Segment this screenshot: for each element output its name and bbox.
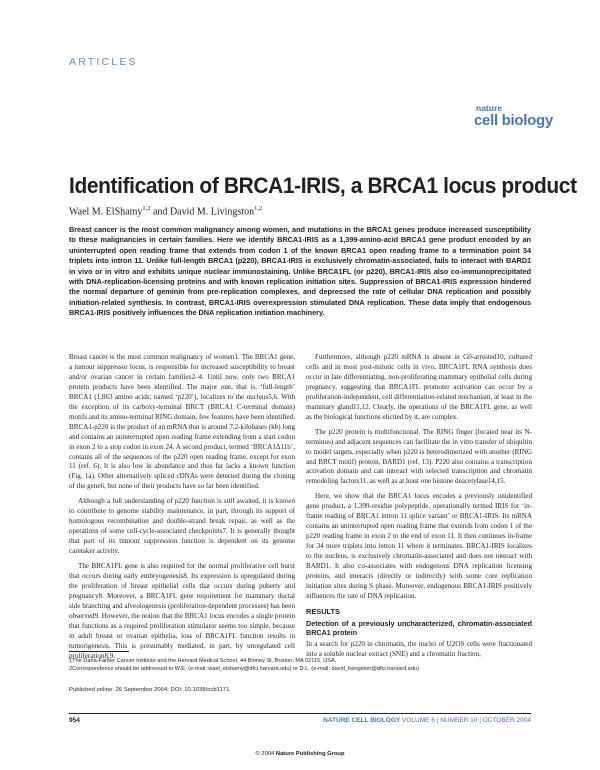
footnote-divider [69, 651, 129, 652]
body-paragraph: Although a full understanding of p220 function is still awaited, it is known to contribute to genome stability maintenance, in part, through its support of homologous recombination and double-strand break repair, as well as the operations of some cell-cycle-associated checkpoints7. It is generally thought that part of its tumour suppression function is dependent on its genome caretaker activity. [69, 497, 295, 556]
body-paragraph: Breast cancer is the most common malignancy of women1. The BRCA1 gene, a tumour suppressor locus, is responsible for increased susceptibility to breast and/or ovarian cancer in certain families2–4. Until now, only two BRCA1 protein products have been identified. The major one, that is, ‘full-length’ BRCA1 (1,863 amino acids; named ‘p220’), localizes to the nucleus5,6. With the exception of its carboxy-terminal BRCT (BRCA1 C-terminal domain) motifs and its amino-terminal RING domain, few features have been identified. BRCA1-p220 is the product of an mRNA that is around 7.2-kilobases (kb) long and contains an uninterrupted open reading frame extending from a start codon in exon 2 to a stop codon in exon 24. A second product, termed ‘BRCA1Δ11b’, contains all of the sequences of the p220 open reading frame, except for exon 11 (ref. 6). It is also low in abundance and thus far lacks a known function (Fig. 1a). Other alternatively spliced cDNAs were detected during the cloning of the gene6, but none of their products have so far been identified. [69, 353, 295, 491]
journal-issue-info [323, 717, 531, 724]
body-column-right [306, 353, 532, 665]
issue-details: VOLUME 6 | NUMBER 10 | OCTOBER 2004 [400, 717, 531, 724]
publication-info: Published online: 26 September 2004; DOI: 10.1038/ncb1171 [69, 687, 230, 693]
journal-logo [474, 104, 553, 128]
results-heading: RESULTS [306, 606, 340, 616]
author-affiliation-sup: 1,2 [142, 205, 151, 212]
results-subheading: Detection of a previously uncharacterized, chromatin-associated BRCA1 protein [306, 618, 532, 638]
affiliation-footnote: 1The Dana-Farber Cancer Institute and the Harvard Medical School, 44 Binney St, Boston, MA 02115, USA. [69, 658, 337, 664]
author-name: Wael M. ElShamy [69, 206, 143, 218]
footer-divider [69, 713, 531, 714]
copyright-notice [0, 751, 600, 757]
abstract: Breast cancer is the most common malignancy among women, and mutations in the BRCA1 genes produce increased susceptibility to these malignancies in certain families. Here we identify BRCA1-IRIS as a 1,399-amino-acid BRCA1 gene product encoded by an uninterrupted open reading frame that extends from codon 1 of the known BRCA1 open reading frame to a termination point 34 triplets into intron 11. Unlike full-length BRCA1 (p220), BRCA1-IRIS is exclusively chromatin-associated, fails to interact with BARD1 in vivo or in vitro and exhibits unique nuclear immunostaining. Unlike BRCA1FL (or p220), BRCA1-IRIS also co-immunoprecipitated with DNA-replication-licensing proteins and with known replication initiation sites. Suppression of BRCA1-IRIS expression hindered the normal departure of geminin from pre-replication complexes, and depressed the rate of cellular DNA replication and possibly initiation-related synthesis. In contrast, BRCA1-IRIS overexpression stimulated DNA replication. These data imply that endogenous BRCA1-IRIS positively influences the DNA replication initiation machinery. [69, 225, 531, 318]
article-title: Identification of BRCA1-IRIS, a BRCA1 locus product [69, 173, 577, 198]
journal-logo-line2: cell biology [474, 111, 553, 129]
publisher-name: Nature Publishing Group [275, 751, 345, 757]
author-affiliation-sup: 1,2 [254, 205, 263, 212]
journal-logo-line1: nature [476, 103, 502, 113]
footnotes [69, 657, 539, 673]
body-paragraph: The p220 protein is multifunctional. The RING finger (located near its N-terminus) and adjacent sequences can facilitate the in vitro transfer of ubiquitin to model targets, especially when p220 is heterodimerized with another (RING and BRCT motif) protein, BARD1 (ref. 13). P220 also contains a transcription activation domain and can interact with selected transcription and chromatin remodeling factors11, as well as at least one histone deacetylase14,15. [306, 427, 532, 486]
body-paragraph: In a search for p220 in chromatin, the nuclei of U2OS cells were fractionated into a soluble nuclear extract (SNE) and a chromatin fraction, [306, 640, 532, 658]
journal-name: NATURE CELL BIOLOGY [323, 717, 401, 724]
body-paragraph: Furthermore, although p220 mRNA is absent in G0-arrested10, cultured cells and in most post-mitotic cells in vivo, BRCA1FL RNA synthesis does occur in late differentiating, non-proliferating mammary epithelial cells during pregnancy, suggesting that BRCA1FL promoter activation can occur by a proliferation-independent, cell differentiation-related mechanism, at least in the mammary gland11,12. Clearly, the operations of the BRCA1FL gene, as well as the biological functions elicited by it, are complex. [306, 353, 532, 421]
author-connector: and [150, 206, 170, 218]
copyright-text: © 2004 [255, 751, 276, 757]
section-label: ARTICLES [69, 56, 138, 68]
author-name: David M. Livingston [169, 206, 255, 218]
correspondence-footnote: 2Correspondence should be addressed to W.E. (e-mail: wael_elshamy@dfci.harvard.edu) or D.L. (e-mail: david_livingston@dfci.harvard.edu) [69, 666, 419, 672]
body-column-left [69, 353, 295, 667]
body-paragraph: Here, we show that the BRCA1 locus encodes a previously unidentified gene product, a 1,399-residue polypeptide, operationally termed IRIS for ‘in-frame reading of BRCA1 intron 11 splice variant’ or BRCA1-IRIS. Its mRNA contains an uninterrupted open reading frame that extends from codon 1 of the p220 reading frame in exon 2 to the end of exon 11. It then continues in-frame for 34 more triplets into intron 11 where it terminates. BRCA1-IRIS localizes to the nucleus, is exclusively chromatin-associated and does not interact with BARD1. It also co-associates with endogenous DNA replication licensing proteins, and interacts (directly or indirectly) with some core replication initiation sites during S phase. Moreover, endogenous BRCA1-IRIS positively influences the rate of DNA replication. [306, 492, 532, 600]
author-list [69, 205, 262, 217]
page-number: 954 [69, 717, 80, 724]
body-paragraph: The BRCA1FL gene is also required for the normal proliferative cell burst that occurs during early embryogenesis8. Its expression is upregulated during the proliferation of breast epithelial cells that occurs during puberty and pregnancy8. Moreover, a BRCA1FL gene requirement for mammary ductal side branching and alveologenesis (proliferation-dependent processes) has been observed9. However, the notion that the BRCA1 locus encodes a single protein that functions as a required proliferation stimulator seems too simple, because in adult breast or ovarian epithelia, loss of BRCA1FL function results in tumorigenesis. This is presumably mediated, in part, by unregulated cell proliferation8,9. [69, 562, 295, 660]
